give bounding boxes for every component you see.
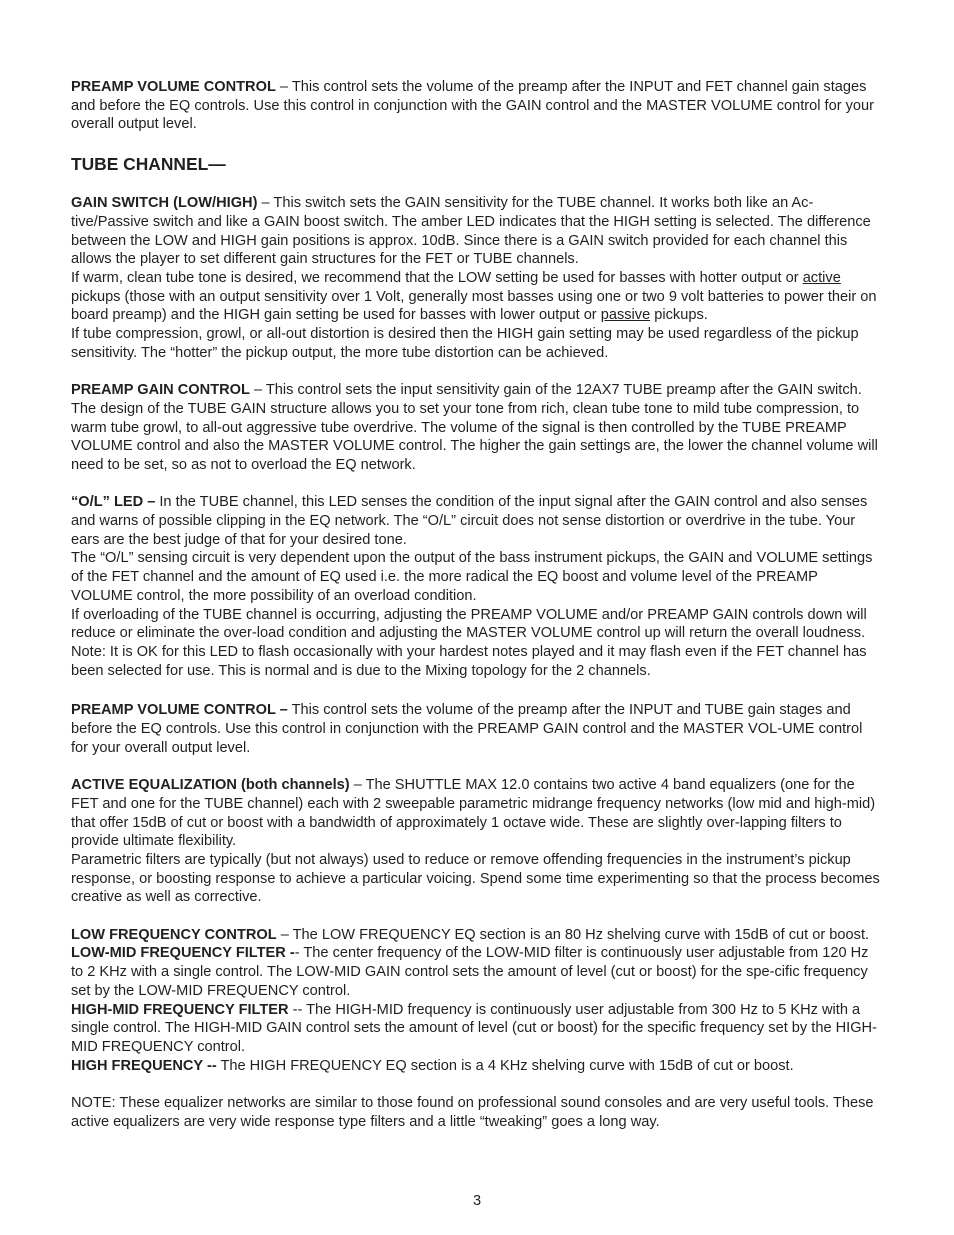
high-mid-text: -- The HIGH-MID frequency is continuously user adjustable from 300 Hz to 5 KHz with a single control. The HIGH-MID GAIN control sets the amount of level (cut or boost) for the specific frequency set by the HIGH-MID FREQUENCY control. bbox=[71, 1001, 877, 1055]
gain-switch-text-2b: pickups (those with an output sensitivity over 1 Volt, generally most basses using one or two 9 volt batteries to power their on board preamp) and the HIGH gain setting be used for basses with lower output or bbox=[71, 288, 877, 324]
active-eq-paragraph bbox=[71, 776, 883, 851]
gain-switch-text-2c: pickups. bbox=[650, 307, 708, 324]
low-mid-paragraph bbox=[71, 944, 883, 1000]
fet-preamp-volume-heading: PREAMP VOLUME CONTROL bbox=[71, 79, 276, 95]
fet-preamp-volume-paragraph bbox=[71, 78, 883, 134]
active-eq-text: – The SHUTTLE MAX 12.0 contains two active 4 band equalizers (one for the FET and one for the TUBE channel) each with 2 sweepable parametric midrange frequency networks (low mid and high-mid) that offer 15dB of cut or boost with a bandwidth of approximately 1 octave wide. These are slightly over-lapping filters to provide ultimate flexibility. bbox=[71, 777, 876, 850]
low-mid-text: - The center frequency of the LOW-MID filter is continuously user adjustable from 120 Hz to 2 KHz with a single control. The LOW-MID GAIN control sets the amount of level (cut or boost) for the spe-cific frequency set by the LOW-MID FREQUENCY control. bbox=[71, 945, 869, 999]
high-frequency-paragraph bbox=[71, 1057, 883, 1076]
passive-term: passive bbox=[600, 307, 651, 324]
active-eq-paragraph-2: Parametric filters are typically (but not always) used to reduce or remove offending frequencies in the instrument’s pickup response, or boosting response to achieve a particular voicing. Spend some time experimenting so that the process becomes creative as well as corrective. bbox=[71, 851, 880, 906]
manual-page bbox=[71, 78, 883, 1131]
tube-preamp-volume-paragraph bbox=[71, 701, 883, 757]
gain-switch-paragraph-2 bbox=[71, 269, 883, 325]
ol-led-paragraph-3: If overloading of the TUBE channel is occurring, adjusting the PREAMP VOLUME and/or PREAMP GAIN controls down will reduce or eliminate the over-load condition and adjusting the MASTER VOLUME control up will return the overall loudness. bbox=[71, 606, 867, 642]
ol-led-note: Note: It is OK for this LED to flash occasionally with your hardest notes played and it may flash even if the FET channel has been selected for use. This is normal and is due to the Mixing topology for the 2 channels. bbox=[71, 643, 867, 679]
gain-switch-paragraph-3: If tube compression, growl, or all-out distortion is desired then the HIGH gain setting may be used regardless of the pickup sensitivity. The “hotter” the pickup output, the more tube distortion can be achieved. bbox=[71, 326, 859, 361]
gain-switch-paragraph bbox=[71, 194, 883, 269]
ol-led-paragraph-2: The “O/L” sensing circuit is very dependent upon the output of the bass instrument pickups, the GAIN and VOLUME settings of the FET channel and the amount of EQ used i.e. the more radical the EQ boost and volume level of the PREAMP VOLUME control, the more possibility of an overload condition. bbox=[71, 550, 873, 604]
page-number: 3 bbox=[472, 1193, 482, 1209]
low-frequency-paragraph bbox=[71, 926, 883, 945]
gain-switch-heading: GAIN SWITCH (LOW/HIGH) bbox=[71, 195, 258, 212]
gain-switch-text: – This switch sets the GAIN sensitivity for the TUBE channel. It works both like an Ac-tive/Passive switch and like a GAIN boost switch. The amber LED indicates that the HIGH setting is selected. The difference between the LOW and HIGH gain positions is approx. 10dB. Since there is a GAIN switch provided for each channel this allows the player to set different gain structures for the FET or TUBE channels. bbox=[71, 195, 871, 268]
low-frequency-text: – The LOW FREQUENCY EQ section is an 80 Hz shelving curve with 15dB of cut or boost. bbox=[276, 926, 870, 943]
low-mid-heading: LOW-MID FREQUENCY FILTER - bbox=[71, 945, 295, 962]
preamp-gain-text: – This control sets the input sensitivity gain of the 12AX7 TUBE preamp after the GAIN switch. The design of the TUBE GAIN structure allows you to set your tone from rich, clean tube tone to mild tube compression, to warm tube growl, to all-out aggressive tube overdrive. The volume of the signal is then controlled by the TUBE PREAMP VOLUME control and also the MASTER VOLUME control. The higher the gain settings are, the lower the channel volume will need to be set, so as not to overload the EQ network. bbox=[71, 382, 878, 473]
ol-led-paragraph bbox=[71, 493, 883, 549]
gain-switch-text-2a: If warm, clean tube tone is desired, we recommend that the LOW setting be used for basses with hotter output or bbox=[71, 269, 803, 286]
high-frequency-heading: HIGH FREQUENCY -- bbox=[71, 1057, 217, 1074]
tube-preamp-volume-text: This control sets the volume of the preamp after the INPUT and TUBE gain stages and before the EQ controls. Use this control in conjunction with the PREAMP GAIN control and the MASTER VOL-UME control for your overall output level. bbox=[71, 702, 863, 756]
preamp-gain-paragraph bbox=[71, 381, 883, 475]
high-mid-paragraph bbox=[71, 1001, 883, 1057]
preamp-gain-heading: PREAMP GAIN CONTROL bbox=[71, 382, 250, 399]
tube-channel-title: TUBE CHANNEL— bbox=[71, 154, 226, 175]
high-frequency-text: The HIGH FREQUENCY EQ section is a 4 KHz shelving curve with 15dB of cut or boost. bbox=[216, 1057, 794, 1074]
ol-led-heading: “O/L” LED – bbox=[71, 494, 156, 511]
low-frequency-heading: LOW FREQUENCY CONTROL bbox=[71, 926, 277, 943]
eq-note-paragraph: NOTE: These equalizer networks are similar to those found on professional sound consoles and are very useful tools. These active equalizers are very wide response type filters and a little “tweaking” goes a long way. bbox=[71, 1095, 874, 1130]
high-mid-heading: HIGH-MID FREQUENCY FILTER bbox=[71, 1001, 289, 1018]
tube-preamp-volume-heading: PREAMP VOLUME CONTROL – bbox=[71, 702, 288, 719]
active-term: active bbox=[802, 269, 841, 286]
ol-led-text: In the TUBE channel, this LED senses the condition of the input signal after the GAIN control and also senses and warns of possible clipping in the EQ network. The “O/L” circuit does not sense distortion or overdrive in the tube. Your ears are the best judge of that for your desired tone. bbox=[71, 494, 868, 548]
fet-preamp-volume-text: – This control sets the volume of the preamp after the INPUT and FET channel gain stages and before the EQ controls. Use this control in conjunction with the GAIN control and the MASTER VOLUME control for your overall output level. bbox=[71, 79, 875, 133]
active-eq-heading: ACTIVE EQUALIZATION (both channels) bbox=[71, 777, 350, 794]
